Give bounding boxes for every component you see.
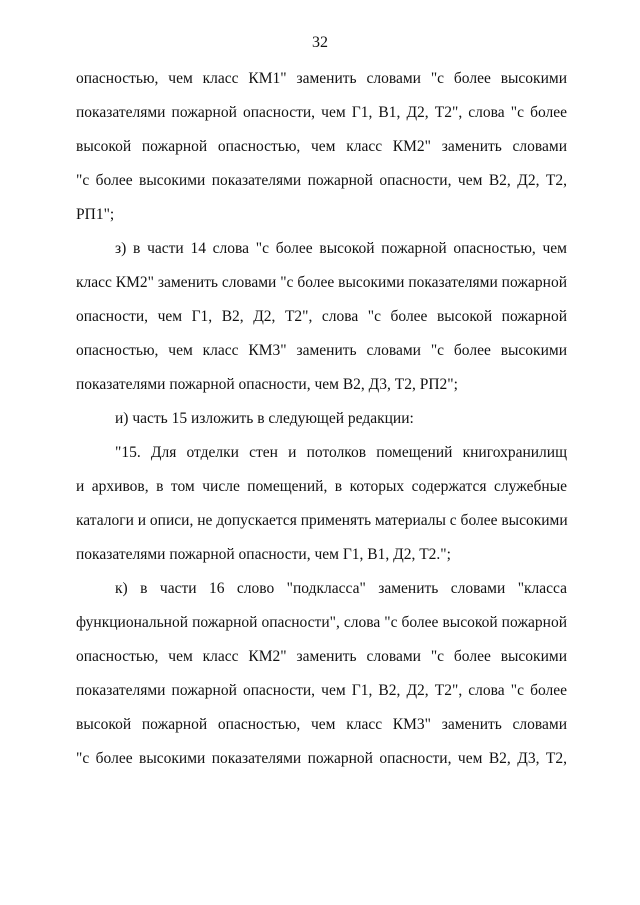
text-line: з) в части 14 слова "с более высокой пожарной опасностью, чем (115, 240, 567, 257)
text-line: "с более высокими показателями пожарной опасности, чем В2, Д2, Т2, (76, 172, 567, 189)
text-line: опасностью, чем класс КМ3" заменить словами "с более высокими (76, 342, 567, 359)
text-line: "с более высокими показателями пожарной опасности, чем В2, Д3, Т2, (76, 750, 567, 767)
text-line: "15. Для отделки стен и потолков помещений книгохранилищ (115, 444, 567, 461)
text-line: к) в части 16 слово "подкласса" заменить словами "класса (115, 580, 567, 597)
page-number: 32 (312, 34, 328, 51)
text-line: каталоги и описи, не допускается применять материалы с более высокими (76, 512, 568, 529)
document-body (76, 69, 567, 783)
text-line: показателями пожарной опасности, чем Г1, В1, Д2, Т2", слова "с более (76, 104, 567, 121)
text-line: класс КМ2" заменить словами "с более высокими показателями пожарной (76, 274, 567, 291)
text-line: опасностью, чем класс КМ1" заменить словами "с более высокими (76, 70, 567, 87)
text-line: показателями пожарной опасности, чем Г1, В2, Д2, Т2", слова "с более (76, 682, 567, 699)
text-line: опасностью, чем класс КМ2" заменить словами "с более высокими (76, 648, 567, 665)
text-line: показателями пожарной опасности, чем В2, Д3, Т2, РП2"; (76, 376, 458, 393)
text-line: показателями пожарной опасности, чем Г1, В1, Д2, Т2."; (76, 546, 451, 563)
text-line: и архивов, в том числе помещений, в которых содержатся служебные (76, 478, 567, 495)
text-line: РП1"; (76, 206, 115, 223)
text-line: высокой пожарной опасностью, чем класс КМ3" заменить словами (76, 716, 567, 733)
text-line: опасности, чем Г1, В2, Д2, Т2", слова "с более высокой пожарной (76, 308, 567, 325)
text-line: высокой пожарной опасностью, чем класс КМ2" заменить словами (76, 138, 567, 155)
text-line: функциональной пожарной опасности", слова "с более высокой пожарной (76, 614, 567, 631)
text-line: и) часть 15 изложить в следующей редакции: (115, 410, 414, 427)
